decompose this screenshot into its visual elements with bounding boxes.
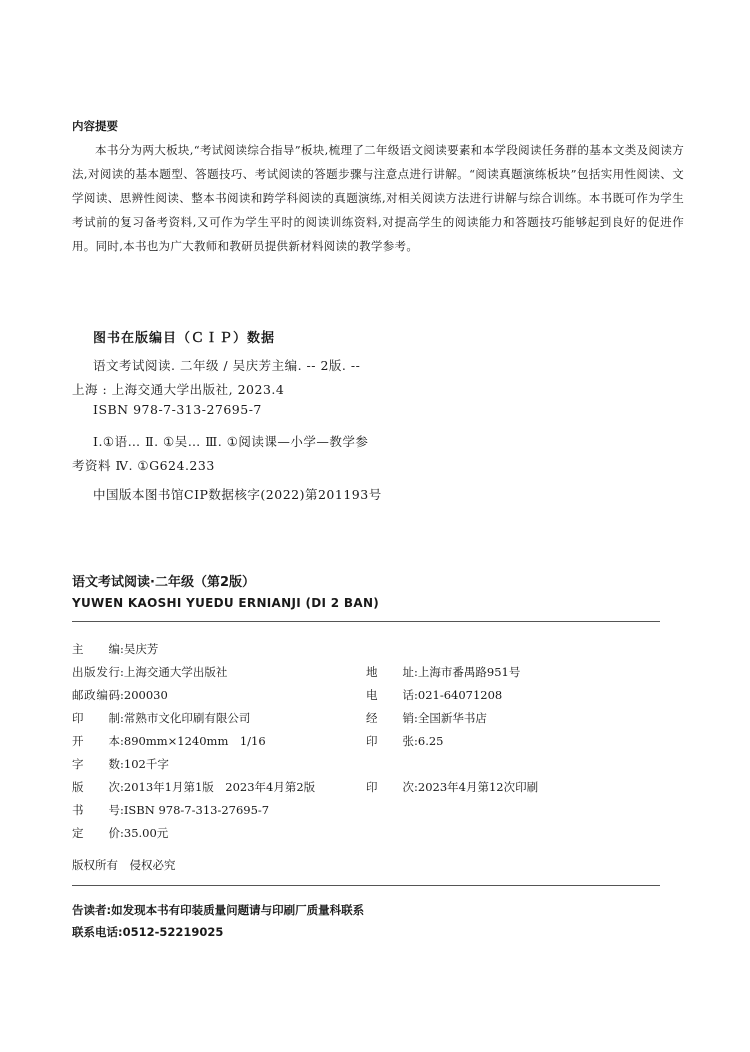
- edition-label: 版次: [72, 780, 120, 794]
- reader-notice: [72, 902, 364, 918]
- reader-notice-text: 如发现本书有印装质量问题请与印刷厂质量科联系: [111, 903, 365, 917]
- row-edition: 版次:2013年1月第1版 2023年4月第2版: [72, 780, 316, 794]
- impression-value: 2023年4月第12次印刷: [417, 780, 539, 794]
- summary-text: 本书分为两大板块,“考试阅读综合指导”板块,梳理了二年级语文阅读要素和本学段阅读任务群的基本文类及阅读方法,对阅读的基本题型、答题技巧、考试阅读的答题步骤与注意点进行讲解。“阅读真题演练板块”包括实用性阅读、文学阅读、思辨性阅读、整本书阅读和跨学科阅读的真题演练,对相关阅读方法进行讲解与综合训练。本书既可作为学生考试前的复习备考资料,又可作为学生平时的阅读训练资料,对提高学生的阅读能力和答题技巧能够起到良好的促进作用。同时,本书也为广大教师和教研员提供新材料阅读的教学参考。: [72, 143, 684, 253]
- cip-line-2: 上海 : 上海交通大学出版社, 2023.4: [72, 382, 285, 397]
- cip-line-4: Ⅰ.①语… Ⅱ. ①吴… Ⅲ. ①阅读课—小学—教学参: [93, 434, 369, 449]
- row-postcode: 邮政编码:200030: [72, 688, 168, 702]
- book-title: 语文考试阅读·二年级（第2版）: [72, 575, 255, 590]
- divider-bottom: [72, 885, 660, 886]
- row-sheets: 印张:6.25: [366, 734, 444, 748]
- cip-line-1: 语文考试阅读. 二年级 / 吴庆芳主编. -- 2版. --: [93, 358, 361, 373]
- price-label: 定价: [72, 826, 120, 840]
- row-format: 开本:890mm×1240mm 1/16: [72, 734, 266, 748]
- cip-line-3: ISBN 978-7-313-27695-7: [93, 402, 262, 417]
- row-words: 字数:102千字: [72, 757, 169, 771]
- address-value: 上海市番禺路951号: [417, 665, 521, 679]
- divider-top: [72, 621, 660, 622]
- contact-phone-label: 联系电话:: [72, 925, 123, 939]
- publisher-value: 上海交通大学出版社: [123, 665, 228, 679]
- contact-phone-text: 0512-52219025: [122, 925, 224, 939]
- isbn-value: ISBN 978-7-313-27695-7: [123, 803, 270, 817]
- impression-label: 印次: [366, 780, 414, 794]
- distributor-label: 经销: [366, 711, 414, 725]
- edition-value: 2013年1月第1版 2023年4月第2版: [123, 780, 316, 794]
- copyright-text: 版权所有 侵权必究: [72, 858, 176, 872]
- book-pinyin: YUWEN KAOSHI YUEDU ERNIANJI (DI 2 BAN): [72, 596, 380, 610]
- address-label: 地址: [366, 665, 414, 679]
- phone-value: 021-64071208: [417, 688, 503, 702]
- words-value: 102千字: [123, 757, 169, 771]
- format-label: 开本: [72, 734, 120, 748]
- distributor-value: 全国新华书店: [417, 711, 487, 725]
- row-price: 定价:35.00元: [72, 826, 169, 840]
- postcode-label: 邮政编码: [72, 688, 120, 702]
- reader-notice-label: 告读者:: [72, 903, 112, 917]
- isbn-label: 书号: [72, 803, 120, 817]
- publisher-label: 出版发行: [72, 665, 120, 679]
- postcode-value: 200030: [123, 688, 168, 702]
- format-value: 890mm×1240mm 1/16: [123, 734, 266, 748]
- words-label: 字数: [72, 757, 120, 771]
- sheets-value: 6.25: [417, 734, 444, 748]
- row-impression: 印次:2023年4月第12次印刷: [366, 780, 539, 794]
- printer-value: 常熟市文化印刷有限公司: [123, 711, 251, 725]
- phone-label: 电话: [366, 688, 414, 702]
- row-printer: 印制:常熟市文化印刷有限公司: [72, 711, 251, 725]
- row-phone: 电话:021-64071208: [366, 688, 503, 702]
- summary-title: 内容提要: [72, 119, 118, 133]
- cip-line-5: 考资料 Ⅳ. ①G624.233: [72, 458, 215, 473]
- row-distributor: 经销:全国新华书店: [366, 711, 487, 725]
- editor-label: 主编: [72, 642, 120, 656]
- printer-label: 印制: [72, 711, 120, 725]
- price-value: 35.00元: [123, 826, 169, 840]
- sheets-label: 印张: [366, 734, 414, 748]
- row-address: 地址:上海市番禺路951号: [366, 665, 521, 679]
- row-publisher: 出版发行:上海交通大学出版社: [72, 665, 228, 679]
- row-editor: 主编:吴庆芳: [72, 642, 159, 656]
- cip-line-6: 中国版本图书馆CIP数据核字(2022)第201193号: [93, 487, 382, 502]
- cip-title: 图书在版编目（ＣＩＰ）数据: [93, 331, 276, 346]
- row-isbn: 书号:ISBN 978-7-313-27695-7: [72, 803, 270, 817]
- contact-phone: [72, 924, 223, 940]
- editor-value: 吴庆芳: [123, 642, 159, 656]
